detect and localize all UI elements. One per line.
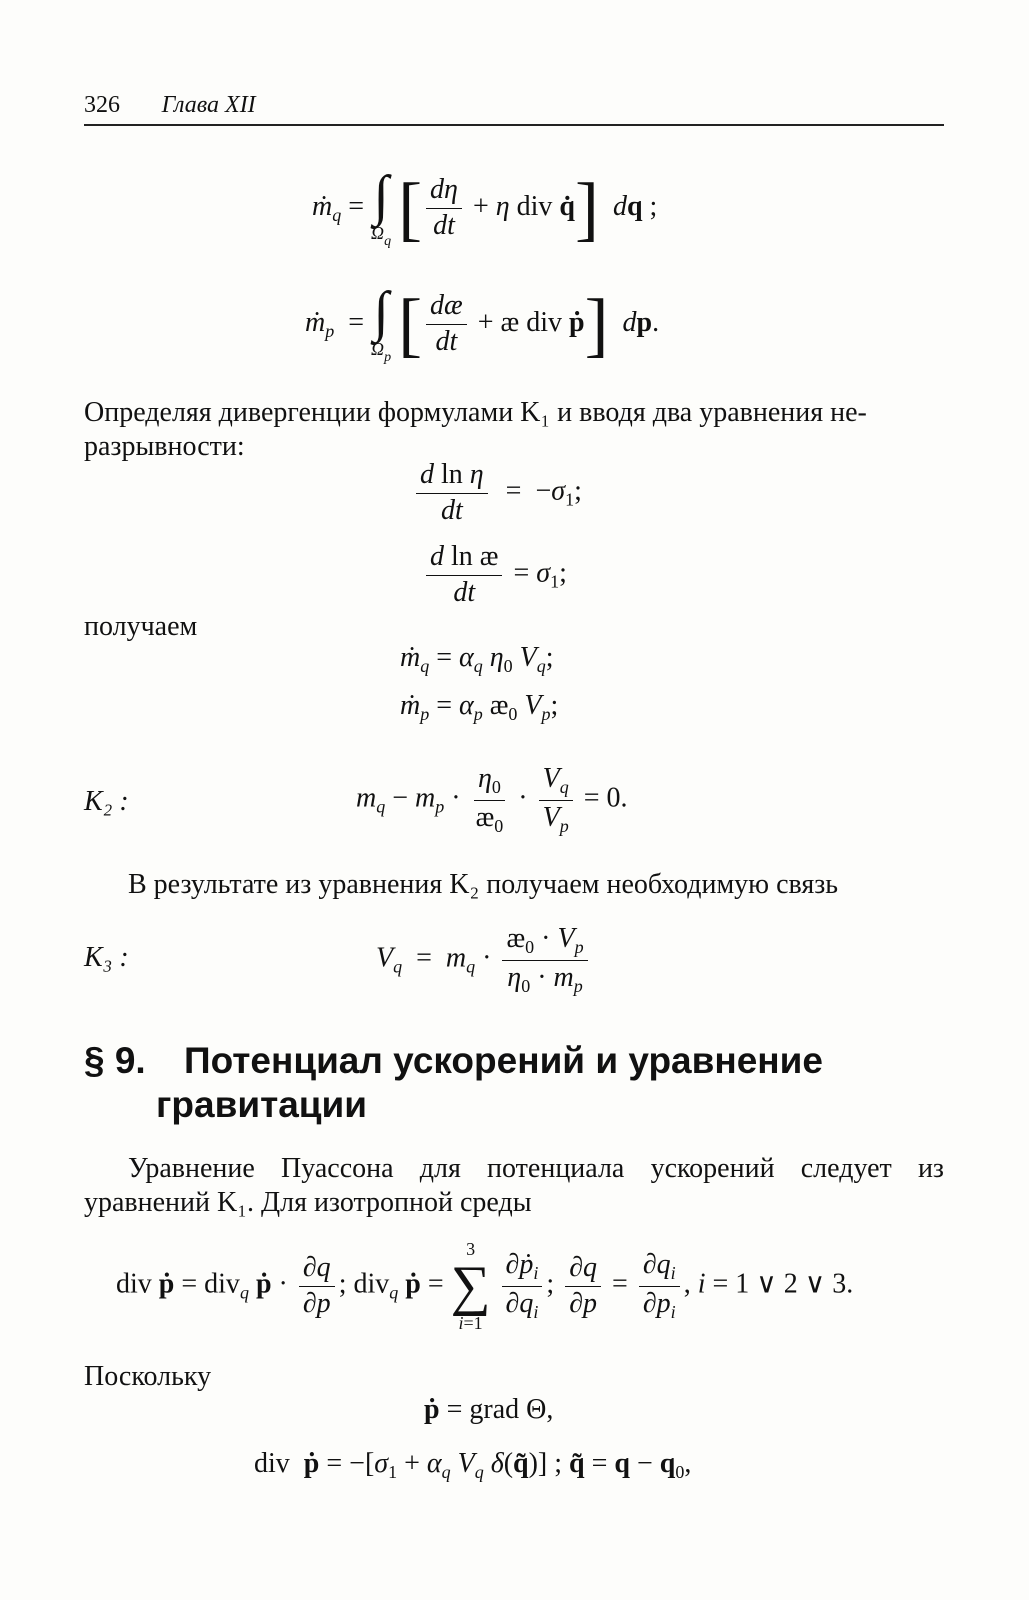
paragraph-line: разрывности: <box>84 431 245 462</box>
equation-mp-dot: ṁ$_p$ = $\alpha_p$ $æ_0$ $V_p$; <box>400 690 559 724</box>
equation-divergence: div ṗ = div$_q$ ṗ · $\frac{\partial q}{\partial p}$ ; div$_q$ ṗ = 3 ∑ i=1 $\frac{\partial ṗ_i}{\partial q_i}$ ; $\frac{\partial q}{\partial p}$ = $\frac{\partial q_i}{\partial p_i}$ , i = 1 ∨ 2 ∨ 3. <box>116 1239 854 1333</box>
chapter-title: Глава XII <box>161 92 256 118</box>
page-header <box>84 90 256 119</box>
paragraph-line: Определяя дивергенции формулами K₁ и вводя два уравнения не- <box>84 397 867 428</box>
paragraph-poisson <box>84 1152 944 1220</box>
section-title-line2: гравитации <box>156 1084 368 1125</box>
equation-grad: ṗ = grad Θ, <box>424 1394 554 1425</box>
paragraph-line: уравнений K₁. Для изотропной среды <box>84 1187 532 1218</box>
section-number: § 9. <box>84 1040 146 1081</box>
paragraph-obtain: получаем <box>84 611 198 642</box>
equation-mq-integral: ṁ$_q$ = ∫ $\Omega_q$ [ $\frac{d\eta}{dt}$ + η div q̇] dq ; <box>312 165 658 249</box>
equation-continuity-eta: $\frac{\text{d ln η}}{dt}$ = $-\sigma_1$; <box>412 460 582 527</box>
paragraph-line: Уравнение Пуассона для потенциала ускорений следует из <box>128 1153 944 1184</box>
section-title-line1: Потенциал ускорений и уравнение <box>184 1040 823 1081</box>
header-rule <box>84 124 944 126</box>
page-number: 326 <box>84 92 120 118</box>
equation-mp-integral: ṁ$_p$ = ∫ $\Omega_p$ [ $\frac{dæ}{dt}$ + æ div ṗ] dp. <box>305 281 660 365</box>
label-k3: K₃ : <box>84 942 129 973</box>
equation-k3: $V_q = m_q$ · $\frac{æ_0 \cdot V_p}{\eta_0 \cdot m_p}$ <box>376 924 592 997</box>
equation-div-p: div ṗ = $-[\sigma_1 + \alpha_q$ $V_q$ δ(q̃)] ; q̃ = $q - q_0$, <box>254 1448 692 1482</box>
paragraph-divergence <box>84 396 944 464</box>
equation-mq-dot: ṁ$_q$ = $\alpha_q$ $\eta_0$ $V_q$; <box>400 642 554 676</box>
paragraph-since: Поскольку <box>84 1361 212 1392</box>
label-k2: K₂ : <box>84 786 129 817</box>
section-heading <box>84 1038 823 1084</box>
paragraph-result: В результате из уравнения K₂ получаем необходимую связь <box>128 869 839 900</box>
equation-continuity-ae: $\frac{\text{d ln æ}}{dt}$ = $\sigma_1$; <box>422 542 567 609</box>
equation-k2: $m_q - m_p$ · $\frac{\eta_0}{æ_0}$ · $\frac{V_q}{V_p}$ = 0. <box>356 763 628 836</box>
